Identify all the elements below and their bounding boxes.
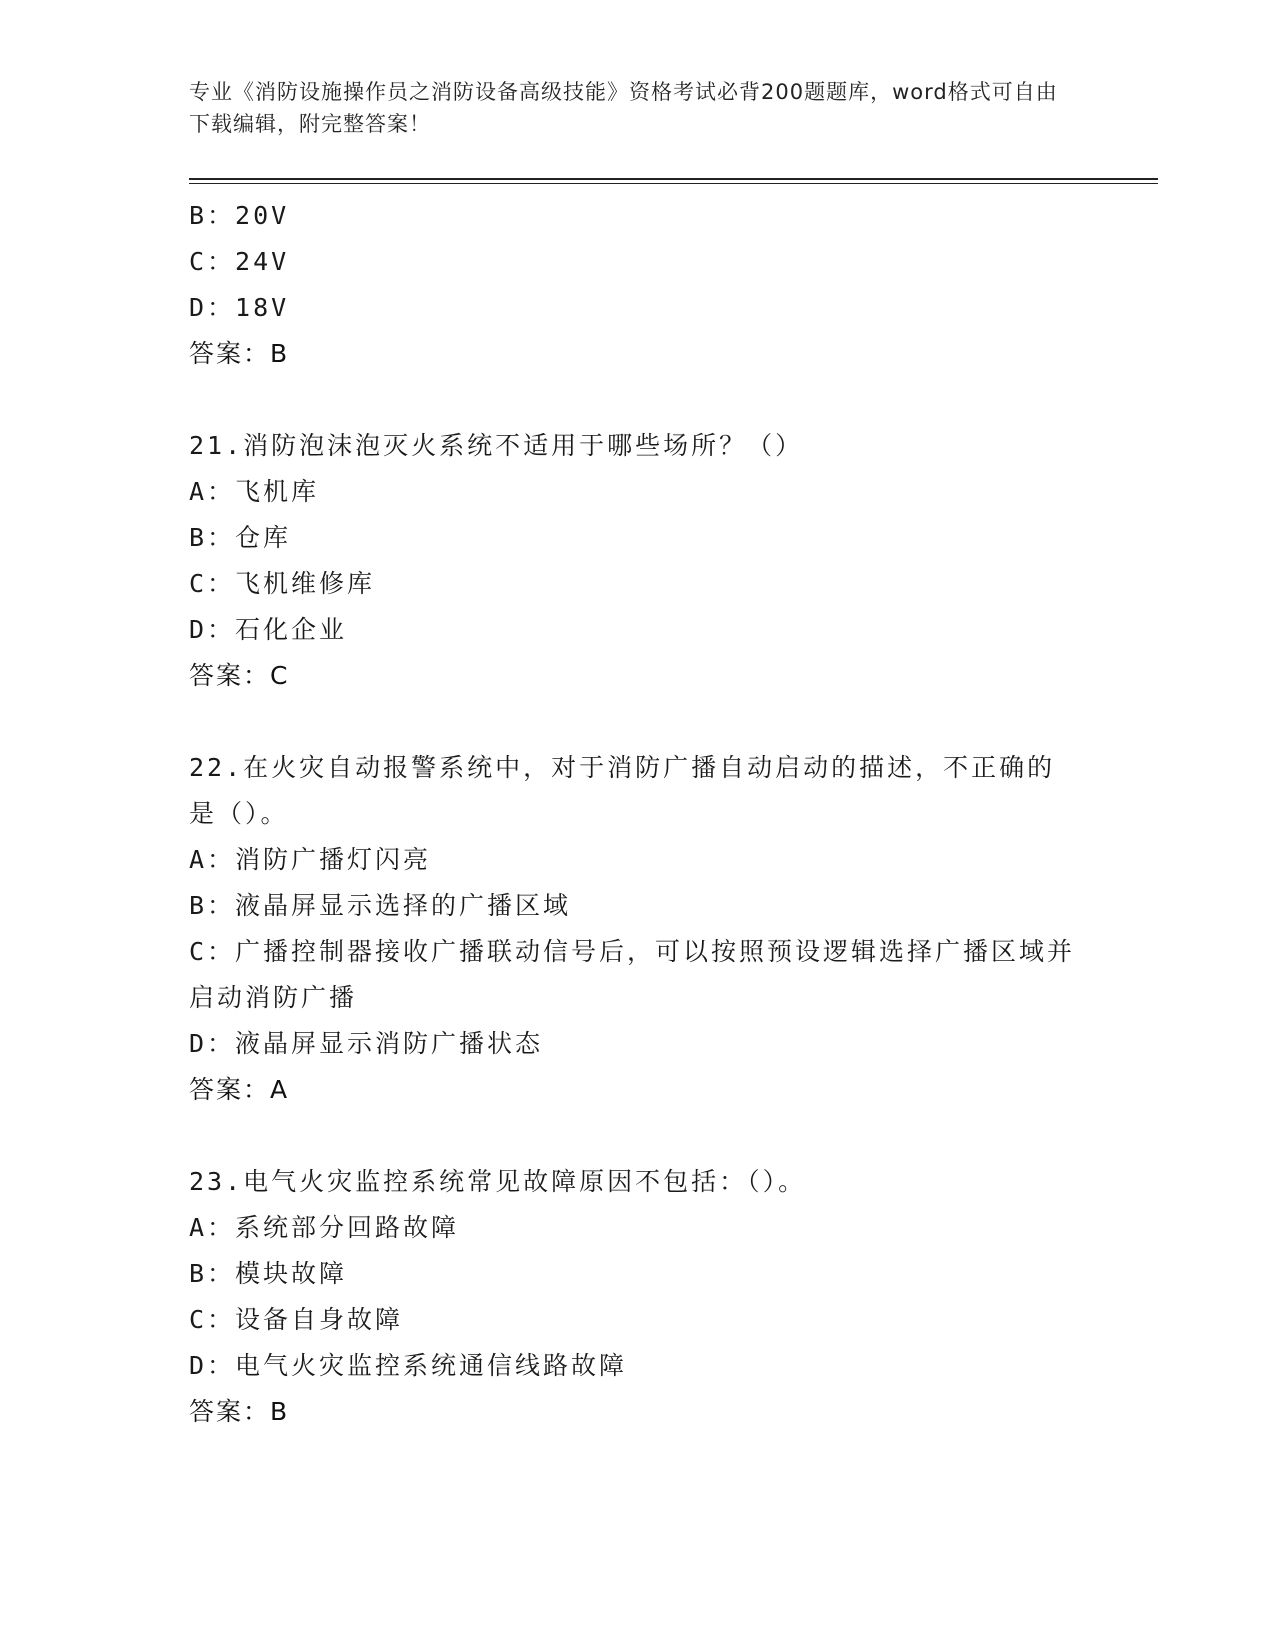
question-list — [189, 193, 1079, 1435]
question-stem: 23.电气火灾监控系统常见故障原因不包括：（）。 — [189, 1167, 807, 1196]
option-a: A：系统部分回路故障 — [189, 1213, 460, 1242]
option-d: D：液晶屏显示消防广播状态 — [189, 1029, 544, 1058]
answer-line: 答案：B — [189, 339, 290, 368]
question-stem: 21.消防泡沫泡灭火系统不适用于哪些场所？（） — [189, 431, 804, 460]
answer-line: 答案：C — [189, 661, 290, 690]
header-divider-thin — [189, 183, 1158, 184]
answer-line: 答案：B — [189, 1397, 290, 1426]
option-b: B：模块故障 — [189, 1259, 348, 1288]
spacer — [189, 1113, 1079, 1159]
question-block-prev — [189, 193, 1079, 377]
spacer — [189, 377, 1079, 423]
option-a: A：飞机库 — [189, 477, 320, 506]
question-block-21 — [189, 423, 1079, 699]
option-c: C：24V — [189, 247, 290, 276]
option-d: D：石化企业 — [189, 615, 348, 644]
option-c: C：广播控制器接收广播联动信号后，可以按照预设逻辑选择广播区域并启动消防广播 — [189, 937, 1076, 1012]
spacer — [189, 699, 1079, 745]
option-b: B：仓库 — [189, 523, 292, 552]
page-header-title: 专业《消防设施操作员之消防设备高级技能》资格考试必背200题题库，word格式可自由下载编辑，附完整答案！ — [189, 80, 1058, 136]
question-stem: 22.在火灾自动报警系统中，对于消防广播自动启动的描述，不正确的是（）。 — [189, 753, 1056, 828]
question-block-23 — [189, 1159, 1079, 1435]
option-a: A：消防广播灯闪亮 — [189, 845, 432, 874]
option-b: B：液晶屏显示选择的广播区域 — [189, 891, 572, 920]
option-b: B：20V — [189, 201, 290, 230]
answer-line: 答案：A — [189, 1075, 290, 1104]
question-block-22 — [189, 745, 1079, 1113]
option-c: C：飞机维修库 — [189, 569, 376, 598]
option-d: D：18V — [189, 293, 290, 322]
option-c: C：设备自身故障 — [189, 1305, 404, 1334]
option-d: D：电气火灾监控系统通信线路故障 — [189, 1351, 628, 1380]
header-divider-thick — [189, 178, 1158, 180]
